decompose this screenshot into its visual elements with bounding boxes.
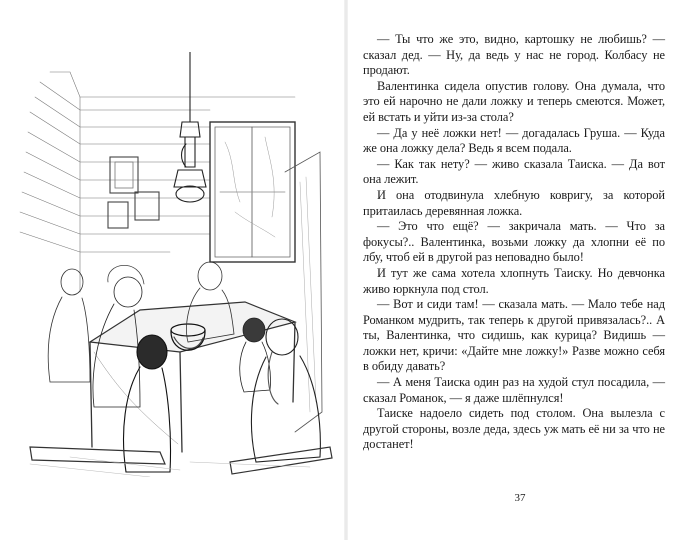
paragraph: — А меня Таиска один раз на худой стул посадила, — сказал Романок, — я даже шлёпнулся! xyxy=(363,375,665,405)
paragraph: И тут же сама хотела хлопнуть Таиску. Но девчонка живо юркнула под стол. xyxy=(363,265,665,296)
text-column xyxy=(363,32,665,453)
paragraph: — Это что ещё? — закричала мать. — Что за фокусы?.. Валентинка, возьми ложку да хлопни её по лбу, чтоб ей в другой раз неповадно было! xyxy=(363,219,665,265)
paragraph: — Да у неё ложки нет! — догадалась Груша. — Куда же она ложку дела? Ведь я всем подала. xyxy=(363,125,665,156)
paragraph: Таиске надоело сидеть под столом. Она вылезла с другой стороны, возле деда, здесь уж мать её ни за что не достанет! xyxy=(363,406,665,452)
illustration xyxy=(10,52,335,477)
paragraph: Валентинка сидела опустив голову. Она думала, что это ей нарочно не дали ложку и теперь смеются. Может, ей встать и уйти из-за стола? xyxy=(363,78,665,124)
figure-girl-left xyxy=(48,269,90,382)
bench-icon xyxy=(30,447,332,474)
paragraph: И она отодвинула хлебную ковригу, за которой притаилась деревянная ложка. xyxy=(363,187,665,218)
paragraph: — Вот и сиди там! — сказала мать. — Мало тебе над Романком мудрить, так теперь к другой привязалась?.. А ты, Валентинка, что сидишь, как курица? Видишь — ложки нет, кричи: «Дайте мне ложку!» Разве можно себя в обиду давать? xyxy=(363,297,665,374)
window-icon xyxy=(210,122,322,432)
paragraph: — Ты что же это, видно, картошку не любишь? — сказал дед. — Ну, да ведь у нас не город. Колбасу не продают. xyxy=(363,32,665,78)
paragraph: — Как так нету? — живо сказала Таиска. — Да вот она лежит. xyxy=(363,156,665,187)
log-wall xyxy=(20,72,295,292)
page-gutter xyxy=(344,0,348,540)
page-number: 37 xyxy=(514,492,526,504)
icon-frames xyxy=(108,157,159,228)
